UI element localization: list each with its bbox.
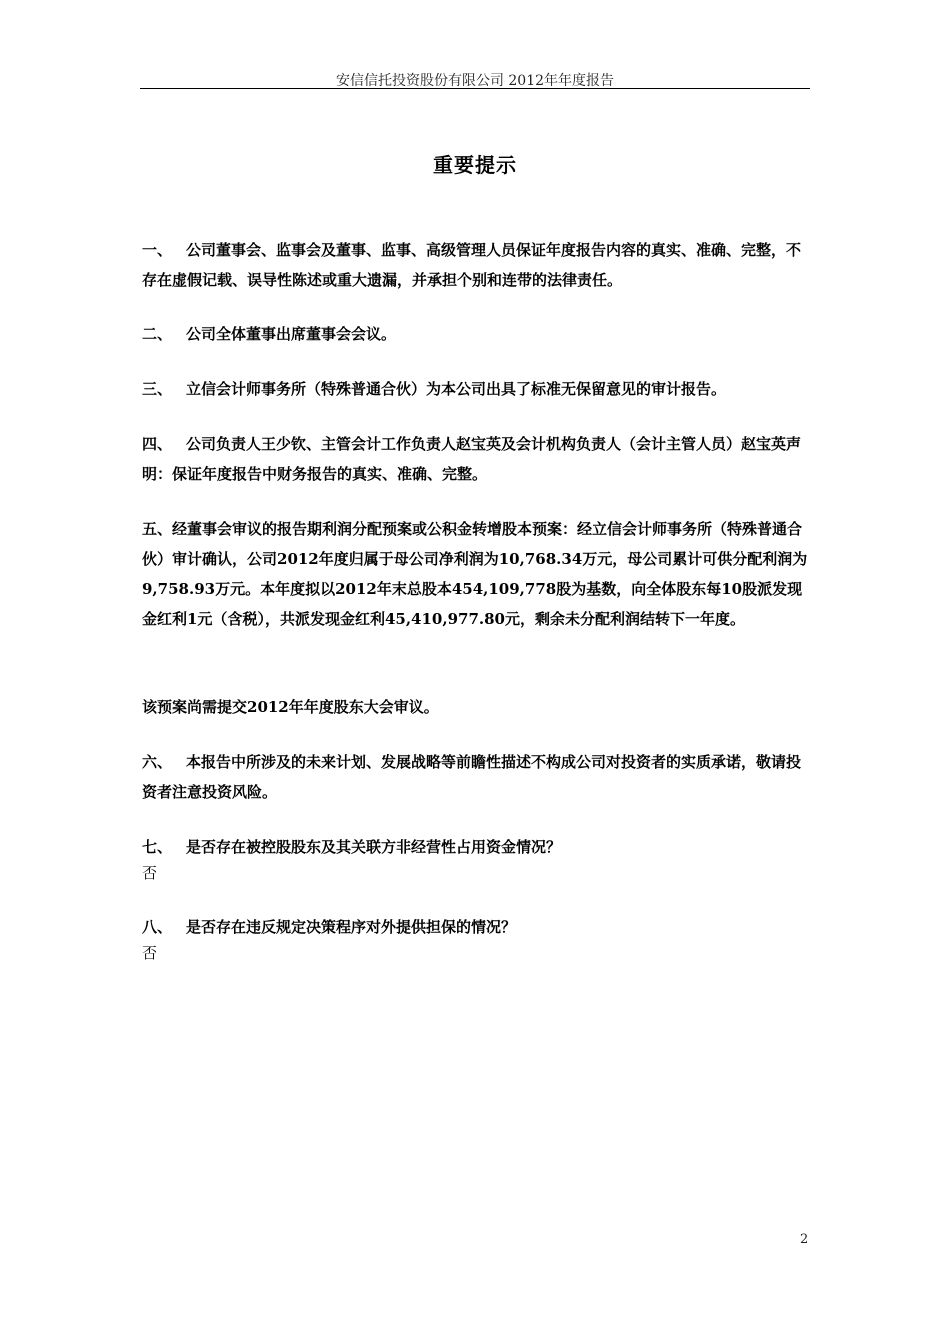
item-8-number: 八、 (142, 918, 173, 936)
item-7-text: 是否存在被控股股东及其关联方非经营性占用资金情况？ (186, 838, 562, 856)
running-header: 安信信托投资股份有限公司 2012年年度报告 (335, 73, 615, 89)
item-1 (142, 235, 810, 295)
item-3-number: 三、 (142, 380, 173, 398)
item-2-text: 公司全体董事出席董事会会议。 (186, 325, 397, 343)
header-divider (140, 88, 810, 89)
item-7 (142, 832, 810, 862)
item-6-text: 本报告中所涉及的未来计划、发展战略等前瞻性描述不构成公司对投资者的实质承诺，敬请投资者注意投资风险。 (142, 753, 802, 801)
item-4-number: 四、 (142, 435, 173, 453)
page-title: 重要提示 (433, 153, 517, 177)
item-5-text: 五、经董事会审议的报告期利润分配预案或公积金转增股本预案：经立信会计师事务所（特殊普通合伙）审计确认，公司2012年度归属于母公司净利润为10,768.34万元，母公司累计可供分配利润为9,758.93万元。本年度拟以2012年末总股本454,109,778股为基数，向全体股东每10股派发现金红利1元（含税），共派发现金红利45,410,977.80元，剩余未分配利润结转下一年度。 (142, 520, 808, 628)
item-2-number: 二、 (142, 325, 173, 343)
item-6-number: 六、 (142, 753, 173, 771)
item-1-number: 一、 (142, 241, 173, 259)
item-4 (142, 429, 810, 489)
item-8-text: 是否存在违反规定决策程序对外提供担保的情况？ (186, 918, 517, 936)
item-5 (142, 514, 810, 634)
item-7-answer: 否 (142, 864, 158, 882)
item-1-text: 公司董事会、监事会及董事、监事、高级管理人员保证年度报告内容的真实、准确、完整，不存在虚假记载、误导性陈述或重大遗漏，并承担个别和连带的法律责任。 (142, 241, 802, 289)
page-number: 2 (800, 1232, 809, 1247)
item-5-note-text: 该预案尚需提交2012年年度股东大会审议。 (142, 698, 439, 716)
item-6 (142, 747, 810, 807)
item-7-number: 七、 (142, 838, 173, 856)
item-3 (142, 374, 810, 404)
item-8-answer: 否 (142, 944, 158, 962)
item-5-note (142, 692, 810, 722)
item-4-text: 公司负责人王少钦、主管会计工作负责人赵宝英及会计机构负责人（会计主管人员）赵宝英声明：保证年度报告中财务报告的真实、准确、完整。 (142, 435, 802, 483)
item-2 (142, 319, 810, 349)
item-3-text: 立信会计师事务所（特殊普通合伙）为本公司出具了标准无保留意见的审计报告。 (186, 380, 727, 398)
item-8 (142, 912, 810, 942)
